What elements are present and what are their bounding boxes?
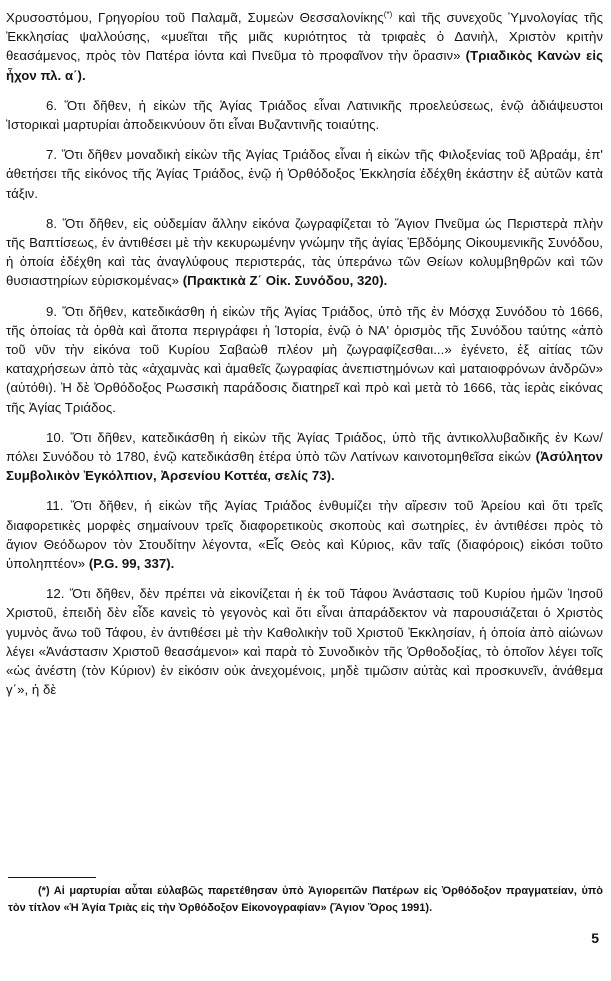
paragraph-text: 10. Ὅτι δῆθεν, κατεδικάσθη ἡ εἰκὼν τῆς Ἁγίας Τριάδος, ὑπὸ τῆς ἀντικολλυβαδικῆς ἐν Κων/πόλει Συνόδου τὸ 1780, ἐνῷ κατεδικάσθη ἑτέρα ὑπὸ τῶν Λατίνων καινοτομηθεῖσα εἰκών (6, 429, 603, 465)
paragraph-8 (6, 584, 603, 699)
paragraph-4 (6, 214, 603, 291)
paragraph-text: 8. Ὅτι δῆθεν, εἰς οὐδεμίαν ἄλλην εἰκόνα ζωγραφίζεται τὸ Ἅγιον Πνεῦμα ὡς Περιστερὰ πλὴν τῆς Βαπτίσεως, ἐν ἀντιθέσει μὲ τὴν κεκυρωμένην γνώμην τῆς ἁγίας Ἑβδόμης Οἰκουμενικῆς Συνόδου, ἡ ὁποία ἐδέχθη καὶ τὰς ἀναγλύφους περιστεράς, τὰς ὑπεράνω τῶν Θείων κολυμβηθρῶν καὶ τῶν θυσιαστηρίων εὑρισκομένας» (6, 215, 603, 289)
footnote (8, 883, 603, 916)
paragraph-5 (6, 302, 603, 417)
paragraph-6 (6, 428, 603, 486)
paragraph-text: 9. Ὅτι δῆθεν, κατεδικάσθη ἡ εἰκὼν τῆς Ἁγίας Τριάδος, ὑπὸ τῆς ἐν Μόσχᾳ Συνόδου τὸ 1666, τῆς ὁποίας τὰ ὀρθὰ καὶ ἄτοπα περιγράφει ἡ Ἱστορία, ἐνῷ ὁ ΝΑ' ὁρισμὸς τῆς Συνόδου ταύτης «ἀπὸ τοῦ νῦν τὴν εἰκόνα τοῦ Κυρίου Σαβαὼθ πλέον μὴ ζωγραφίζεσθαι...» ἐγένετο, ἐξ αἰτίας τῶν καταχρήσεων ἀπὸ τὰς «ἀχαμνὰς καὶ ἀμαθεῖς ζωγραφίας ἀνεπιστημόνων καὶ ματαιοφρόνων ἀνδρῶν» (αὐτόθι). Ἡ δὲ Ὀρθόδοξος Ρωσσικὴ παράδοσις διατηρεῖ καὶ πρὸ καὶ μετὰ τὸ 1666, τὰς ἱερὰς εἰκόνας τῆς Ἁγίας Τριάδος. (6, 303, 603, 415)
paragraph-text: καὶ τῆς συνεχοῦς Ὑμνολογίας τῆς Ἐκκλησίας ψαλλούσης, «μυεῖται τῆς μιᾶς κυριότητος τὰ τριφαὲς ὁ Δανιὴλ, Χριστὸν κριτὴν θεασάμενος, πρὸς τὸν Πατέρα ἰόντα καὶ Πνεῦμα τὸ προφαῖνον τὴν ὅρασιν» (6, 10, 603, 64)
paragraph-7 (6, 496, 603, 573)
citation: (Ἀσύλητον Συμβολικὸν Ἐγκόλπιον, Ἀρσενίου Κοττέα, σελίς 73). (6, 449, 603, 484)
citation: (Πρακτικὰ Ζ΄ Οἰκ. Συνόδου, 320). (182, 273, 388, 289)
footnote-marker: (*) (383, 10, 393, 19)
paragraph-2 (6, 96, 603, 134)
paragraph-text: Χρυσοστόμου, Γρηγορίου τοῦ Παλαμᾶ, Συμεὼν Θεσσαλονίκης (6, 10, 384, 25)
paragraph-text: 12. Ὅτι δῆθεν, δὲν πρέπει νὰ εἰκονίζεται ἡ ἐκ τοῦ Τάφου Ἀνάστασις τοῦ Κυρίου ἡμῶν Ἰησοῦ Χριστοῦ, ἐπειδὴ δὲν εἶδε κανεὶς τὸ γεγονὸς καὶ ὅτι εἶναι ἀπαράδεκτον νὰ παρουσιάζεται ὁ Χριστὸς γυμνὸς ἄνω τοῦ Τάφου, ἐν ἀντιθέσει μὲ τὴν Καθολικὴν τοῦ Χριστοῦ Ἐκκλησίαν, ἡ ὁποία ἀπὸ αἰώνων λέγει «Ἀνάστασιν Χριστοῦ θεασάμενοι» καὶ παρὰ τὸ Συνοδικὸν τῆς Ὀρθοδοξίας, τὸ ὁποῖον λέγει τοῖς «ὡς ἀνέστη (τὸν Κύριον) ἐν εἰκόσιν οὐκ ἀνεχομένοις, μηδὲ τιμῶσιν αὐτὰς καὶ προσκυνεῖν, ἀνάθεμα γ΄», ἡ δὲ (6, 586, 603, 698)
body-text (6, 8, 603, 700)
paragraph-text: 7. Ὅτι δῆθεν μοναδικὴ εἰκὼν τῆς Ἁγίας Τριάδος εἶναι ἡ εἰκὼν τῆς Φιλοξενίας τοῦ Ἀβραάμ, ἐπ' ἀθετήσει τῆς εἰκόνος τῆς Ἁγίας Τριάδος, ἐνῷ ἡ Ὀρθόδοξος Ἐκκλησία ἐδέχθη ἑκάστην ἐξ αὐτῶν κατὰ τάξιν. (6, 147, 603, 201)
paragraph-text: 6. Ὅτι δῆθεν, ἡ εἰκὼν τῆς Ἁγίας Τριάδος εἶναι Λατινικῆς προελεύσεως, ἐνῷ ἀδιάψευστοι Ἱστορικαὶ μαρτυρίαι ἀποδεικνύουν ὅτι εἶναι Βυζαντινῆς τοιαύτης. (6, 97, 603, 133)
footnote-text: (*) Αἱ μαρτυρίαι αὗται εὐλαβῶς παρετέθησαν ὑπὸ Ἁγιορειτῶν Πατέρων εἰς Ὀρθόδοξον πραγματείαν, ὑπὸ τὸν τίτλον «Ἡ Ἁγία Τριὰς εἰς τὴν Ὀρθόδοξον Εἰκονογραφίαν» (Ἅγιον Ὄρος 1991). (8, 885, 603, 914)
paragraph-1 (6, 8, 603, 85)
paragraph-3 (6, 145, 603, 203)
citation: (P.G. 99, 337). (88, 556, 175, 572)
citation: (Τριαδικὸς Κανὼν εἰς ἦχον πλ. α΄). (6, 48, 603, 83)
footnote-rule (8, 877, 96, 878)
page-number: 5 (591, 930, 599, 946)
paragraph-text: 11. Ὅτι δῆθεν, ἡ εἰκὼν τῆς Ἁγίας Τριάδος ἐνθυμίζει τὴν αἵρεσιν τοῦ Ἀρείου καὶ ὅτι τρεῖς διαφορετικὲς μορφὲς σημαίνουν τρεῖς διαφορετικοὺς σκοποὺς καὶ σωτηρίες, ἐν ἀντιθέσει πρὸς τὸ ἅγιον Θεόδωρον τὸν Στουδίτην λέγοντα, «Εἷς Θεὸς καὶ Κύριος, κἂν ταῖς (διαφόροις) εἰκόσι τοῦτο ὑποληπτέον» (6, 498, 603, 572)
